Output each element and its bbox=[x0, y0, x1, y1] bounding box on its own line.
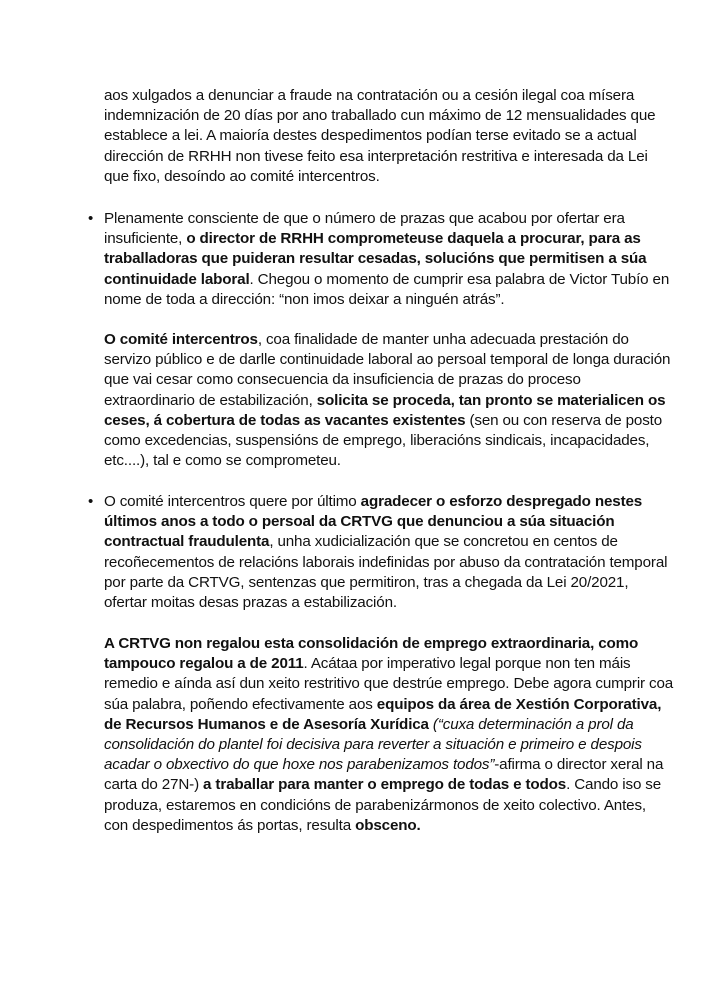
paragraph-rrhh-commitment bbox=[104, 209, 674, 310]
bold-text-segment: a traballar para manter o emprego de todas e todos bbox=[203, 776, 567, 794]
text-segment: . Cando iso se produza, estaremos en condicións de parabenizármonos de xeito colectivo. Antes, con despedimentos ás portas, resulta bbox=[104, 776, 662, 834]
bold-text-segment: solicita se proceda, tan pronto se materialicen os ceses, á cobertura de todas as vacantes existentes bbox=[104, 391, 666, 429]
italic-quote-segment: (“cuxa determinación a prol da consolidación do plantel foi decisiva para reverter a situación e primeiro e despois acadar o obxectivo do que hoxe nos parabenizamos todos” bbox=[104, 715, 642, 774]
text-segment: , unha xudicialización que se concretou en centos de recoñecementos de relacións laborais indefinidas por abuso da contratación temporal por parte da CRTVG, sentenzas que permitiron, tras a chegada da Lei 20/2021, ofertar moitas desas prazas a estabilización. bbox=[104, 533, 668, 612]
text-segment: . Acátaa por imperativo legal porque non ten máis remedio e aínda así dun xeito restritivo que destrúe emprego. Debe agora cumprir coa súa palabra, poñendo efectivamente aos bbox=[104, 655, 674, 713]
text-segment: -afirma o director xeral na carta do 27N-) bbox=[104, 756, 664, 794]
bold-text-segment: A CRTVG non regalou esta consolidación de emprego extraordinaria, como tampouco regalou a de 2011 bbox=[104, 635, 639, 673]
text-segment: aos xulgados a denunciar a fraude na contratación ou a cesión ilegal coa mísera indemnización de 20 días por ano traballado cun máximo de 12 mensualidades que establece a lei. A maioría destes despedimentos podían terse evitado se a actual dirección de RRHH non tivese feito esa interpretación restritiva e interesada da Lei que fixo, desoíndo ao comité intercentros. bbox=[104, 87, 656, 185]
text-segment: O comité intercentros quere por último bbox=[104, 493, 361, 510]
text-segment: . Chegou o momento de cumprir esa palabra de Victor Tubío en nome de toda a dirección: “non imos deixar a ninguén atrás”. bbox=[104, 270, 670, 308]
bold-text-segment: O comité intercentros bbox=[104, 331, 258, 348]
bold-text-segment: o director de RRHH comprometeuse daquela a procurar, para as traballadoras que puideran resultar cesadas, solucións que permitisen a súa continuidade laboral bbox=[104, 230, 647, 288]
paragraph-committee-request bbox=[104, 330, 674, 471]
bold-text-segment: equipos da área de Xestión Corporativa, de Recursos Humanos e de Asesoría Xurídica bbox=[104, 695, 662, 733]
text-segment: , coa finalidade de manter unha adecuada prestación do servizo público e de darlle continuidade laboral ao persoal temporal de longa duración que vai cesar como consecuencia da insuficiencia de prazas do proceso extraordinario de estabilización, bbox=[104, 331, 671, 409]
bold-text-segment: obsceno. bbox=[355, 816, 421, 834]
paragraph-committee-thanks bbox=[104, 492, 674, 613]
bold-text-segment: agradecer o esforzo despregado nestes últimos anos a todo o persoal da CRTVG que denunciou a súa situación contractual fraudulenta bbox=[104, 493, 643, 551]
text-segment: (sen ou con reserva de posto como excedencias, suspensións de emprego, liberacións sindicais, incapacidades, etc....), tal e como se comprometeu. bbox=[104, 411, 663, 470]
paragraph-dismissals-continuation bbox=[104, 86, 674, 187]
bullet-icon: • bbox=[88, 493, 94, 510]
bullet-icon: • bbox=[88, 210, 94, 227]
text-segment: Plenamente consciente de que o número de prazas que acabou por ofertar era insuficiente, bbox=[104, 210, 625, 248]
paragraph-crtvg-conclusion bbox=[104, 634, 674, 836]
